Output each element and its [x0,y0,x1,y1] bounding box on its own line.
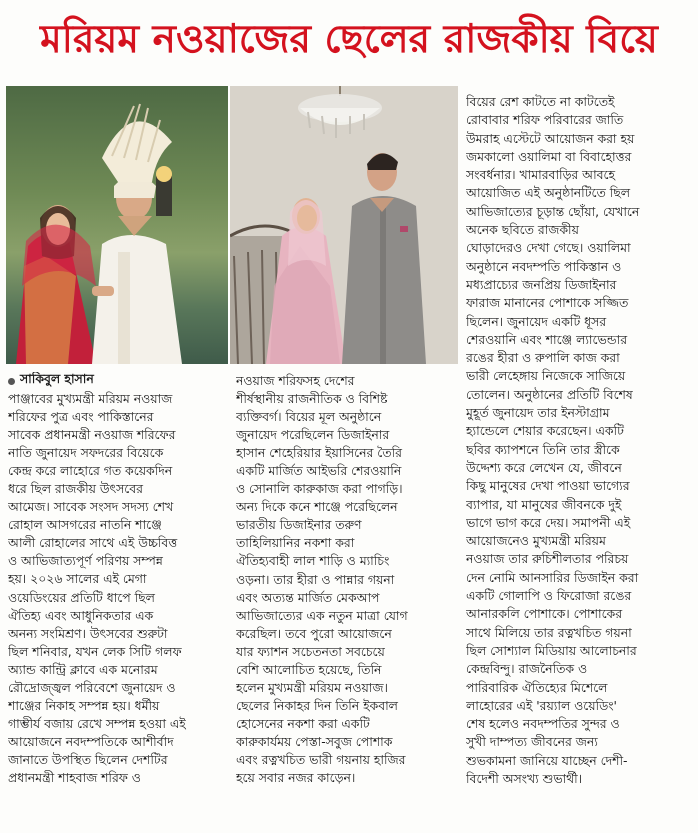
text-line: জুনায়েদ পরেছিলেন ডিজাইনার [236,427,390,443]
text-line: হ্যান্ডেলে শেয়ার করেছেন। একটি [466,423,624,439]
text-line: ওয়েডিংয়ের প্রতিটি ধাপে ছিল [8,589,155,605]
text-line: ছিল সোশ্যাল মিডিয়ায় আলোচনার [466,642,637,658]
text-line: অনেক ছবিতে রাজকীয় [466,222,579,238]
text-line: ভারী লেহেঙ্গায় নিজেকে সাজিয়ে [466,368,626,384]
text-line: মুহূর্ত জুনায়েদ তার ইনস্টাগ্রাম [466,405,610,421]
bullet-icon [8,378,15,385]
text-line: শুভকামনা জানিয়ে যাচ্ছেন দেশী- [466,752,628,768]
text-line: বিদেশী অসংখ্য শুভার্থী। [466,770,583,786]
text-line: নাতি জুনায়েদ সফদরের বিয়েকে [8,445,164,461]
text-line: আভিজাত্যের এক নতুন মাত্রা যোগ [236,607,408,623]
article-column-3 [466,93,692,788]
text-line: লাহোরের এই 'রয়্যাল ওয়েডিং' [466,697,617,713]
text-line: আয়োজিত এই অনুষ্ঠানটিতে ছিল [466,185,630,201]
text-line: রোহাল আসগরের নাতনি শাঞ্জে [8,517,162,533]
text-line: হয়ে সবার নজর কাড়েন। [236,770,356,786]
text-line: আনারকলি পোশাকে। পোশাকের [466,606,623,622]
text-line: অনুষ্ঠানে নবদম্পতি পাকিস্তান ও [466,258,622,274]
photo-strip [6,86,458,364]
text-line: আয়োজনেও মুখ্যমন্ত্রী মরিয়ম [466,533,606,549]
couple-chandelier-illustration [230,86,458,364]
text-line: আয়োজনে নবদম্পতিকে আশীর্বাদ [8,733,174,749]
text-line: ঘোড়াদেরও দেখা গেছে। ওয়ালিমা [466,240,631,256]
text-line: শীর্ষস্থানীয় রাজনীতিক ও বিশিষ্ট [236,391,388,407]
text-line: মধ্যপ্রাচ্যের জনপ্রিয় ডিজাইনার [466,276,617,292]
text-line: বেশি আলোচিত হয়েছে, তিনি [236,661,382,677]
text-line: নওয়াজ তার রুচিশীলতার পরিচয় [466,551,629,567]
byline-name: সাকিবুল হাসান [20,372,94,386]
text-line: সংবর্ধনার। খামারবাড়ির আবহে [466,167,616,183]
text-line: কারুকার্যময় পেস্তা-সবুজ পোশাক [236,733,393,749]
text-line: শেরওয়ানি এবং শাঞ্জে ল্যাভেন্ডার [466,331,628,347]
text-line: শাঞ্জের নিকাহ সম্পন্ন হয়। ধর্মীয় [8,697,160,713]
wedding-couple-illustration [6,86,228,364]
text-line: প্রধানমন্ত্রী শাহবাজ শরিফ ও [8,769,141,785]
text-line: উদ্দেশ্য করে লেখেন যে, জীবনে [466,459,622,475]
text-line: ব্যাপার, যা মানুষের জীবনকে দুই [466,496,622,512]
text-line: অনন্য সংমিশ্রণ। উৎসবের শুরুটা [8,625,168,641]
text-line: এবং অত্যন্ত মার্জিত মেকআপ [236,589,380,605]
text-line: বিয়ের রেশ কাটতে না কাটতেই [466,94,615,109]
text-line: কেন্দ্রবিন্দু। রাজনৈতিক ও [466,661,588,677]
text-line: আমেজ। সাবেক সংসদ সদস্য শেখ [8,499,174,515]
text-line: রোবাবার শরিফ পরিবারের জাতি [466,112,624,128]
text-line: একটি মার্জিত আইভরি শেরওয়ানি [236,463,402,479]
text-line: ফারাজ মানানের পোশাকে সজ্জিত [466,295,629,311]
text-line: দেন নোমি আনসারির ডিজাইন করা [466,569,639,585]
text-line: অ্যান্ড কান্ট্রি ক্লাবে এক মনোরম [8,661,158,677]
text-line: সাবেক প্রধানমন্ত্রী নওয়াজ শরিফের [8,427,176,443]
text-line: কেন্দ্র করে লাহোরে গত কয়েকদিন [8,463,173,479]
text-line: যার ফ্যাশন সচেতনতা সবচেয়ে [236,643,385,659]
text-line: জানাতে উপস্থিত ছিলেন দেশটির [8,751,168,767]
text-line: শরিফের পুত্র এবং পাকিস্তানের [8,409,154,425]
text-line: ঐতিহ্যবাহী লাল শাড়ি ও ম্যাচিং [236,553,390,569]
text-line: ধরে ছিল রাজকীয় উৎসবের [8,481,143,497]
text-line: হাসান শেহেরিয়ার ইয়াসিনের তৈরি [236,445,402,461]
text-line: ও সোনালি কারুকাজ করা পাগড়ি। [236,481,403,497]
text-line: জমকালো ওয়ালিমা বা বিবাহোত্তর [466,148,632,164]
text-line: অন্য দিকে কনে শাঞ্জে পরেছিলেন [236,499,398,515]
headline: মরিয়ম নওয়াজের ছেলের রাজকীয় বিয়ে [40,16,658,62]
text-line: ও আভিজাত্যপূর্ণ পরিণয় সম্পন্ন [8,553,163,569]
text-line: হলেন মুখ্যমন্ত্রী মরিয়ম নওয়াজ। [236,679,388,695]
text-line: শেষ হলেও নবদম্পতির সুন্দর ও [466,716,620,732]
text-line: রঙের হীরা ও রুপালি কাজ করা [466,350,620,366]
text-line: ভারতীয় ডিজাইনার তরুণ [236,517,362,533]
text-line: আভিজাত্যের চূড়ান্ত ছোঁয়া, যেখানে [466,203,640,219]
text-line: সাথে মিলিয়ে তার রত্নখচিত গয়না [466,624,632,640]
text-line: ভাগে ভাগ করে দেয়। সমাপনী এই [466,514,631,530]
text-line: এবং রত্নখচিত ভারী গয়নায় হাজির [236,751,406,767]
text-line: আলী রোহালের সাথে এই উচ্চবিত্ত [8,535,178,551]
text-line: ব্যক্তিবর্গ। বিয়ের মূল অনুষ্ঠানে [236,409,382,425]
wedding-photo-right [228,86,458,364]
article-column-1 [8,372,230,787]
text-line: করেছিল। তবে পুরো আয়োজনে [236,625,392,641]
text-line: তোলেন। অনুষ্ঠানের প্রতিটি বিশেষ [466,386,633,402]
text-line: ঐতিহ্য এবং আধুনিকতার এক [8,607,154,623]
text-line: গাম্ভীর্য বজায় রেখে সম্পন্ন হওয়া এই [8,715,186,731]
wedding-photo-left [6,86,228,364]
text-line: ছবির ক্যাপশনে তিনি তার স্ত্রীকে [466,441,620,457]
text-line: কিছু মানুষের দেখা পাওয়া ভাগ্যের [466,478,630,494]
text-line: উমরাহ এস্টেটে আয়োজন করা হয় [466,130,635,146]
text-line: নওয়াজ শরিফসহ দেশের [236,373,355,388]
text-line: পারিবারিক ঐতিহ্যের মিশেলে [466,679,608,695]
byline [8,372,230,390]
article-column-2 [236,372,458,787]
text-line: সুখী দাম্পত্য জীবনের জন্য [466,734,598,750]
text-line: ছেলের নিকাহর দিন তিনি ইকবাল [236,697,398,713]
text-line: একটি গোলাপি ও ফিরোজা রঙের [466,588,632,604]
text-line: ওড়না। তার হীরা ও পান্নার গয়না [236,571,395,587]
text-line: হোসেনের নকশা করা একটি [236,715,370,731]
text-line: ছিলেন। জুনায়েদ একটি ধূসর [466,313,607,329]
text-line: রৌদ্রোজ্জ্বল পরিবেশে জুনায়েদ ও [8,679,176,695]
text-line: ছিল শনিবার, যখন লেক সিটি গলফ [8,643,182,659]
text-line: পাঞ্জাবের মুখ্যমন্ত্রী মরিয়ম নওয়াজ [8,391,173,406]
text-line: হয়। ২০২৬ সালের এই মেগা [8,571,147,587]
text-line: তাহিলিয়ানির নকশা করা [236,535,355,551]
